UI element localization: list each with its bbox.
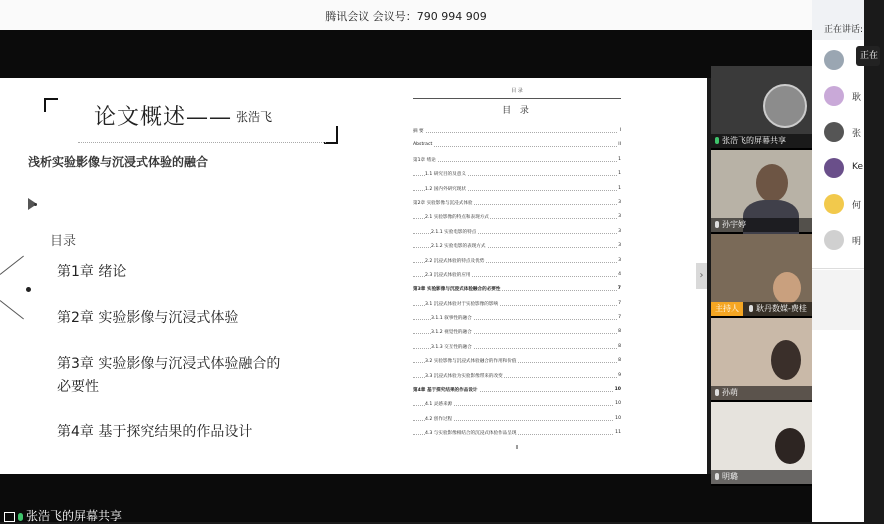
toc-entry-page: 10 [614,387,621,393]
toc-entry-title: 4.2 创作过程 [425,416,453,422]
video-label: 张浩飞的屏幕共享 [711,134,812,148]
participant-item[interactable] [824,50,884,70]
toc-entry [413,311,621,325]
toc-entry [413,153,621,167]
slide-title: 论文概述—— [94,105,233,130]
share-top-margin [0,30,812,78]
avatar [763,84,807,128]
participant-item[interactable]: 耿 [824,86,884,106]
toc-entry-page: 9 [618,372,621,378]
avatar [824,86,844,106]
toc-entry-title: 2.1.1 实验电影的特点 [431,229,477,235]
toc-entry-page: 7 [618,300,621,306]
chapter-item: 第4章 基于探究结果的作品设计 [57,424,253,440]
person-head [773,272,801,304]
video-label: 主持人 耿丹数媒-费桂 [711,302,812,316]
avatar [824,50,844,70]
play-dot-icon [34,203,37,206]
toc-entry-page: 3 [618,257,621,263]
person-head [756,164,788,202]
video-label: 孙萌 [711,386,812,400]
screen-share-name: 张浩飞的屏幕共享 [26,509,123,523]
toc-entry-title: 4.3 与实验影像相结合的沉浸式体验作品呈现 [425,431,517,437]
toc-entry-page: 4 [618,271,621,277]
toc-label: 目录 [50,234,77,249]
toc-entry [413,369,621,383]
toc-entry [413,397,621,411]
toc-leader [413,146,617,147]
video-tile[interactable] [711,150,812,232]
decor-line-icon [0,256,24,275]
speaking-tooltip: 正在 [856,46,880,66]
video-label: 孙宇婷 [711,218,812,232]
chapter-item: 第1章 绪论 [57,264,127,280]
video-tile[interactable] [711,402,812,484]
toc-entry-title: 摘 要 [413,129,424,134]
toc-entry-page: 8 [618,329,621,335]
avatar [824,122,844,142]
slide-author: 张浩飞 [236,110,273,124]
toc-entry-title: Abstract [413,142,433,148]
toc-entry-title: 第1章 绪论 [413,157,436,163]
participant-item[interactable]: 何 [824,194,884,214]
toc-entry [413,254,621,268]
decor-dot-icon [26,287,31,292]
video-tile[interactable] [711,318,812,400]
toc-entry-title: 3.1.2 视觉性的融合 [431,330,472,336]
host-badge: 主持人 [711,302,743,316]
toc-entry [413,196,621,210]
toc-entry-title: 3.3 沉浸式体验为实验影像带来的改变 [425,373,503,379]
toc-entry-page: 3 [618,243,621,249]
toc-entry-title: 2.3 沉浸式体验的应用 [425,272,471,278]
toc-entry [413,138,621,152]
toc-entry-page: I [619,128,621,133]
video-label: 明璐 [711,470,812,484]
mic-icon [715,137,719,144]
toc-entry [413,340,621,354]
decor-line-icon [0,300,24,319]
toc-rows [413,124,621,441]
video-tile[interactable] [711,66,812,148]
toc-entry-page: 7 [618,315,621,321]
toc-entry [413,354,621,368]
panel-footer [812,270,864,330]
toc-entry [413,412,621,426]
person-head [775,428,805,464]
toc-entry-title: 4.1 灵感来源 [425,402,453,408]
participant-item[interactable]: 张 [824,122,884,142]
toc-entry-page: 1 [618,171,621,177]
screen-share-label [4,507,122,524]
toc-entry-page: 3 [618,214,621,220]
toc-entry-page: 7 [617,286,621,292]
toc-entry [413,282,621,296]
shared-slide [0,78,707,474]
panel-divider [812,268,864,269]
toc-entry-title: 3.1.3 交互性的融合 [431,344,472,350]
toc-entry-title: 2.1.2 实验电影的表现方式 [431,244,486,250]
participant-panel [812,0,879,522]
toc-leader [413,161,617,162]
toc-entry-title: 3.2 实验影像与沉浸式体验融合的作用和价值 [425,359,517,365]
toc-entry-title: 第2章 实验影像与沉浸式体验 [413,200,473,206]
toc-entry-page: 3 [618,228,621,234]
video-tile[interactable] [711,234,812,316]
speaking-label: 正在讲话: [824,25,864,35]
video-gallery [711,66,812,486]
document-page-number: II [515,444,519,451]
toc-entry-page: 10 [615,415,621,421]
toc-entry-title: 1.1 研究目的及意义 [425,172,466,178]
toc-entry [413,268,621,282]
toc-entry-title: 1.2 国内外研究现状 [425,186,466,192]
avatar [824,194,844,214]
toc-entry [413,182,621,196]
person-head [771,340,801,380]
mic-icon [749,305,753,312]
title-divider [78,142,326,143]
toc-entry [413,124,621,138]
title-bar [0,0,812,30]
toc-entry-page: 3 [618,199,621,205]
document-header: 目 录 [413,86,621,99]
avatar [824,158,844,178]
mic-icon [715,389,719,396]
toc-entry-title: 3.1 沉浸式体验对于实验影像的影响 [425,301,499,307]
participant-item[interactable]: 明 [824,230,884,250]
chapter-item: 必要性 [57,379,99,395]
screen-icon [4,512,15,522]
toc-entry [413,239,621,253]
corner-bracket-bottom-right [324,126,338,144]
toc-entry-page: 11 [615,430,621,436]
toc-entry-page: II [618,142,621,148]
chapter-item: 第3章 实验影像与沉浸式体验融合的 [57,356,281,372]
mic-icon [715,221,719,228]
participant-item[interactable]: Ke [824,158,884,178]
toc-entry-title: 3.1.1 叙事性的融合 [431,316,472,322]
chapter-item: 第2章 实验影像与沉浸式体验 [57,310,239,326]
mic-icon [715,473,719,480]
toc-entry-page: 8 [618,343,621,349]
toc-entry [413,210,621,224]
meeting-title: 腾讯会议 会议号：790 994 909 [325,10,487,23]
toc-entry-title: 第3章 实验影像与沉浸式体验融合的必要性 [413,287,501,293]
slide-subtitle: 浅析实验影像与沉浸式体验的融合 [28,155,209,169]
toc-leader [413,132,617,133]
toc-entry [413,225,621,239]
toc-entry [413,297,621,311]
avatar [824,230,844,250]
toc-entry-title: 2.2 沉浸式体验的特点及优势 [425,258,485,264]
toc-entry-title: 2.1 实验影像的特点和表现方式 [425,215,489,221]
toc-entry [413,426,621,440]
toc-entry-page: 1 [618,185,621,191]
toc-document [413,86,621,458]
document-title: 目 录 [502,106,532,116]
toc-entry [413,383,621,397]
toc-entry-page: 8 [618,358,621,364]
mic-icon [18,513,23,521]
toc-entry-page: 10 [615,401,621,407]
corner-bracket-top-left [44,98,58,112]
toc-entry-page: 1 [618,156,621,162]
toc-entry [413,167,621,181]
toc-entry-title: 第4章 基于探究结果的作品设计 [413,388,478,394]
toc-entry [413,325,621,339]
next-page-arrow-icon[interactable]: › [696,263,707,289]
